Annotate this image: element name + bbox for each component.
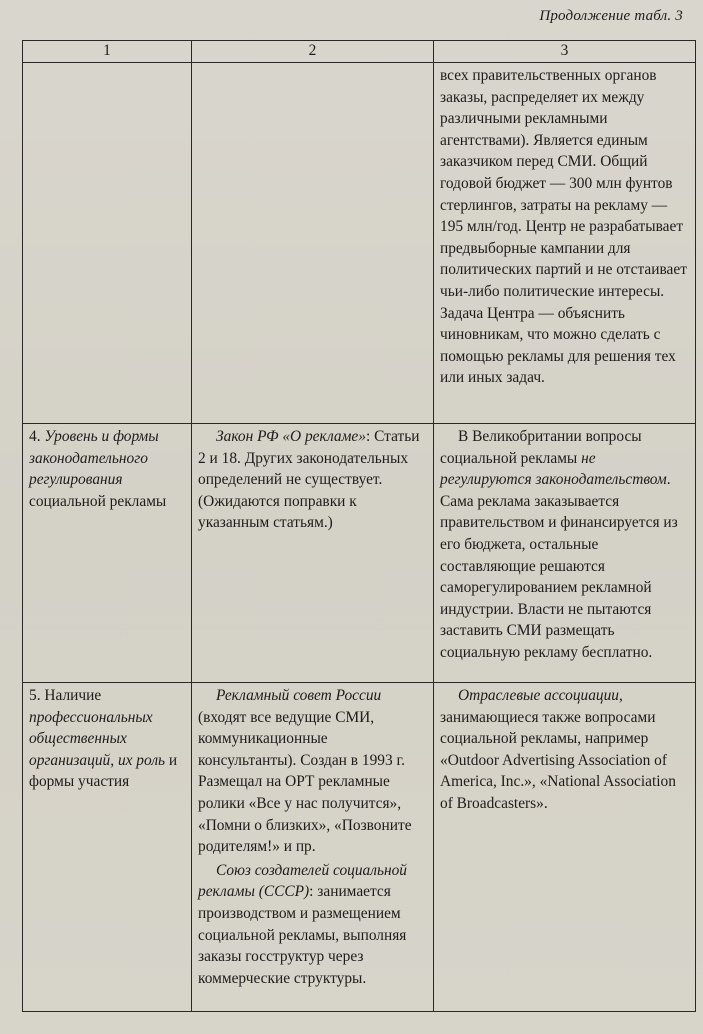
- row-title-pre: 5. Наличие: [29, 687, 102, 704]
- table-cell: [434, 63, 696, 424]
- table-cell: [23, 424, 192, 683]
- cell-text: всех правительственных органов заказы, распределяет их между различными рекламными агентствами). Является единым заказчиком перед СМИ. Общий годовой бюджет — 300 млн фунтов стерлингов, затраты на рекламу — 195 млн/год. Центр не разрабатывает предвыборные кампании для политических партий и не отстаивает чьи-либо политические интересы. Задача Центра — объяснить чиновникам, что можно сделать с помощью рекламы для решения тех или иных задач.: [440, 67, 687, 387]
- column-header-1: 1: [23, 41, 192, 63]
- row-title-rest: социальной рекламы: [29, 492, 167, 510]
- cell-text-rest: . Сама реклама заказывается правительством и финансируется из его бюджета, остальные составляющие решаются саморегулированием рекламной индустрии. Власти не пытаются заставить СМИ размещать социальную рекламу бесплатно.: [440, 471, 678, 661]
- law-description: : Статьи 2 и 18. Других законодательных определений не существует. (Ожидаются поправки к указанным статьям.): [198, 428, 420, 532]
- cell-text-italic: не регулируются законодательством: [440, 449, 667, 489]
- table-cell: [192, 63, 434, 424]
- org-name-2: Союз создателей социальной рекламы (СССР): [198, 861, 407, 901]
- row-title-rest: и формы участия: [29, 751, 178, 791]
- org-description-2: : занимается производством и размещением социальной рекламы, выполняя заказы госструктур через коммерческие структуры.: [198, 883, 407, 987]
- table-cell: [434, 683, 696, 1012]
- table-row: [23, 683, 696, 1012]
- cell-text-italic: Отраслевые ассоциации: [458, 687, 620, 704]
- cell-text-pre: В Великобритании вопросы социальной рекламы: [440, 428, 642, 467]
- header-row: [23, 41, 696, 63]
- table-cell: [192, 424, 434, 683]
- table-cell: [434, 424, 696, 683]
- row-title-italic: профессиональных общественных организаций: [29, 708, 153, 769]
- law-title: Закон РФ «О рекламе»: [216, 428, 366, 445]
- column-header-2: 2: [192, 41, 434, 63]
- table-row: [23, 424, 696, 683]
- org-description: (входят все ведущие СМИ, коммуникационные консультанты). Создан в 1993 г. Размещал на ОРТ рекламные ролики «Все у нас получится», «Помни о близких», «Позвоните родителям!» и пр.: [198, 708, 412, 856]
- table-caption: Продолжение табл. 3: [539, 8, 683, 24]
- column-header-3: 3: [434, 41, 696, 63]
- data-table: [22, 40, 696, 1012]
- table-cell: [23, 683, 192, 1012]
- org-name: Рекламный совет России: [216, 687, 382, 704]
- table-row: [23, 63, 696, 424]
- cell-text-rest: , занимающиеся также вопросами социальной рекламы, например «Outdoor Advertising Association of America, Inc.», «National Association of Broadcasters».: [440, 687, 676, 812]
- row-number: 4.: [29, 428, 41, 445]
- row-title-comma: ,: [110, 751, 115, 769]
- row-title-italic-2: их роль: [117, 751, 166, 769]
- row-title-italic: Уровень и формы законодательного регулирования: [29, 428, 159, 489]
- table-cell: [192, 683, 434, 1012]
- table-cell: [23, 63, 192, 424]
